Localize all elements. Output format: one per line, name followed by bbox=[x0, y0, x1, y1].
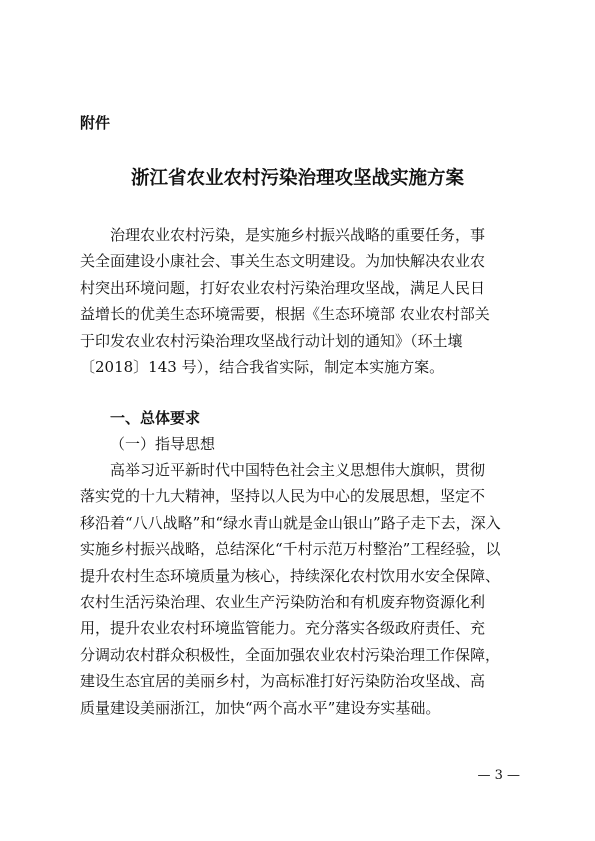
paragraph-line: 分调动农村群众积极性，全面加强农业农村污染治理工作保障， bbox=[80, 645, 501, 664]
paragraph-line: 质量建设美丽浙江，加快“两个高水平”建设夯实基础。 bbox=[80, 698, 441, 717]
paragraph-line: 益增长的优美生态环境需要，根据《生态环境部 农业农村部关 bbox=[80, 305, 490, 324]
page-number: — 3 — bbox=[477, 768, 520, 783]
document-title: 浙江省农业农村污染治理攻坚战实施方案 bbox=[130, 168, 464, 189]
paragraph-line: 高举习近平新时代中国特色社会主义思想伟大旗帜，贯彻 bbox=[110, 461, 486, 479]
paragraph-line: 用，提升农业农村环境监管能力。充分落实各级政府责任、充 bbox=[80, 619, 486, 638]
guiding-thought-paragraph bbox=[80, 457, 518, 721]
paragraph-line: 建设生态宜居的美丽乡村，为高标准打好污染防治攻坚战、高 bbox=[80, 672, 486, 691]
paragraph-line: 关全面建设小康社会、事关生态文明建设。为加快解决农业农 bbox=[80, 252, 486, 271]
paragraph-line: 于印发农业农村污染治理攻坚战行动计划的通知》（环土壤 bbox=[80, 331, 463, 350]
paragraph-line: 落实党的十九大精神，坚持以人民为中心的发展思想，坚定不 bbox=[80, 487, 486, 506]
intro-paragraph bbox=[80, 222, 518, 380]
subsection-heading: （一）指导思想 bbox=[110, 435, 216, 453]
paragraph-line: 实施乡村振兴战略，总结深化“千村示范万村整治”工程经验，以 bbox=[80, 540, 501, 559]
attachment-label: 附件 bbox=[80, 114, 111, 132]
paragraph-line: 提升农村生态环境质量为核心，持续深化农村饮用水安全保障、 bbox=[80, 566, 501, 585]
paragraph-line: 移沿着“八八战略”和“绿水青山就是金山银山”路子走下去，深入 bbox=[80, 513, 501, 532]
section-heading: 一、总体要求 bbox=[110, 409, 201, 427]
paragraph-line: 治理农业农村污染，是实施乡村振兴战略的重要任务，事 bbox=[110, 226, 486, 244]
paragraph-line: 〔2018〕143 号），结合我省实际，制定本实施方案。 bbox=[80, 357, 445, 376]
paragraph-line: 村突出环境问题，打好农业农村污染治理攻坚战，满足人民日 bbox=[80, 278, 486, 297]
paragraph-line: 农村生活污染治理、农业生产污染防治和有机废弃物资源化利 bbox=[80, 592, 486, 611]
